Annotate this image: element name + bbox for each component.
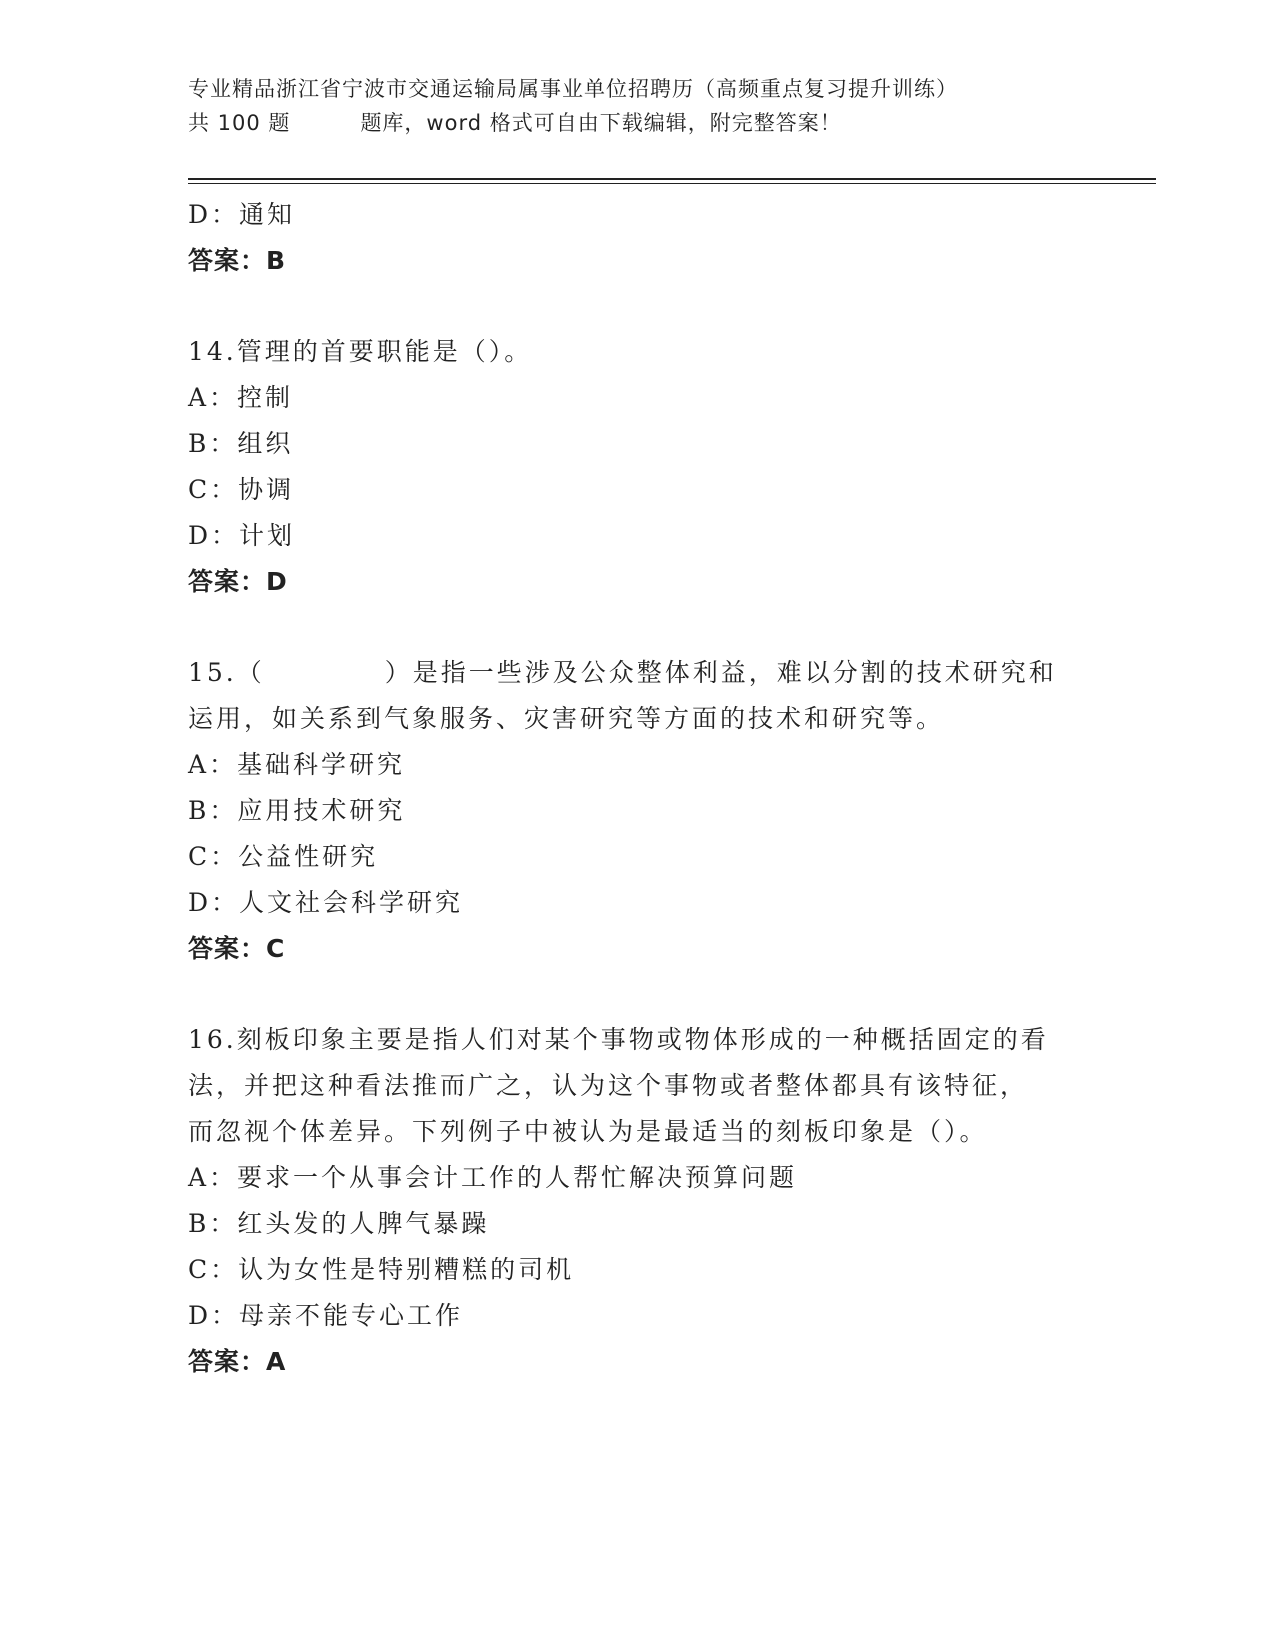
q14-option-a: A：控制 bbox=[188, 383, 294, 412]
document-body bbox=[188, 192, 1088, 1385]
header-divider-thick bbox=[188, 178, 1156, 180]
q15-stem-start: 15.（ bbox=[188, 658, 265, 687]
q15-stem-line1 bbox=[188, 650, 1088, 696]
q15-option-a: A：基础科学研究 bbox=[188, 750, 406, 779]
prev-answer: 答案：B bbox=[188, 246, 287, 275]
q16-answer: 答案：A bbox=[188, 1347, 287, 1376]
q15-option-d: D：人文社会科学研究 bbox=[188, 888, 464, 917]
q14-answer: 答案：D bbox=[188, 567, 288, 596]
q16-option-c: C：认为女性是特别糟糕的司机 bbox=[188, 1255, 575, 1284]
q16-stem-line3: 而忽视个体差异。下列例子中被认为是最适当的刻板印象是（）。 bbox=[188, 1117, 988, 1146]
q16-stem-line2: 法，并把这种看法推而广之，认为这个事物或者整体都具有该特征， bbox=[188, 1071, 1029, 1100]
q16-option-b: B：红头发的人脾气暴躁 bbox=[188, 1209, 490, 1238]
header-title-line: 专业精品浙江省宁波市交通运输局属事业单位招聘历（高频重点复习提升训练） bbox=[188, 77, 958, 101]
q16-option-a: A：要求一个从事会计工作的人帮忙解决预算问题 bbox=[188, 1163, 798, 1192]
q15-stem-line2: 运用，如关系到气象服务、灾害研究等方面的技术和研究等。 bbox=[188, 704, 945, 733]
header-subtitle-line bbox=[188, 106, 1088, 140]
q14-option-b: B：组织 bbox=[188, 429, 294, 458]
question-count: 共 100 题 bbox=[188, 111, 291, 135]
prev-option-d: D：通知 bbox=[188, 200, 296, 229]
q15-answer: 答案：C bbox=[188, 934, 286, 963]
q14-stem: 14.管理的首要职能是（）。 bbox=[188, 337, 533, 366]
q16-stem-line1: 16.刻板印象主要是指人们对某个事物或物体形成的一种概括固定的看 bbox=[188, 1025, 1049, 1054]
q15-stem-rest: ）是指一些涉及公众整体利益，难以分割的技术研究和 bbox=[384, 658, 1057, 687]
header-divider-thin bbox=[188, 183, 1156, 184]
q15-option-c: C：公益性研究 bbox=[188, 842, 379, 871]
q14-option-c: C：协调 bbox=[188, 475, 295, 504]
q15-option-b: B：应用技术研究 bbox=[188, 796, 406, 825]
header-note: 题库，word 格式可自由下载编辑，附完整答案！ bbox=[360, 111, 842, 135]
q14-option-d: D：计划 bbox=[188, 521, 296, 550]
document-header bbox=[188, 72, 1088, 140]
q16-option-d: D：母亲不能专心工作 bbox=[188, 1301, 464, 1330]
